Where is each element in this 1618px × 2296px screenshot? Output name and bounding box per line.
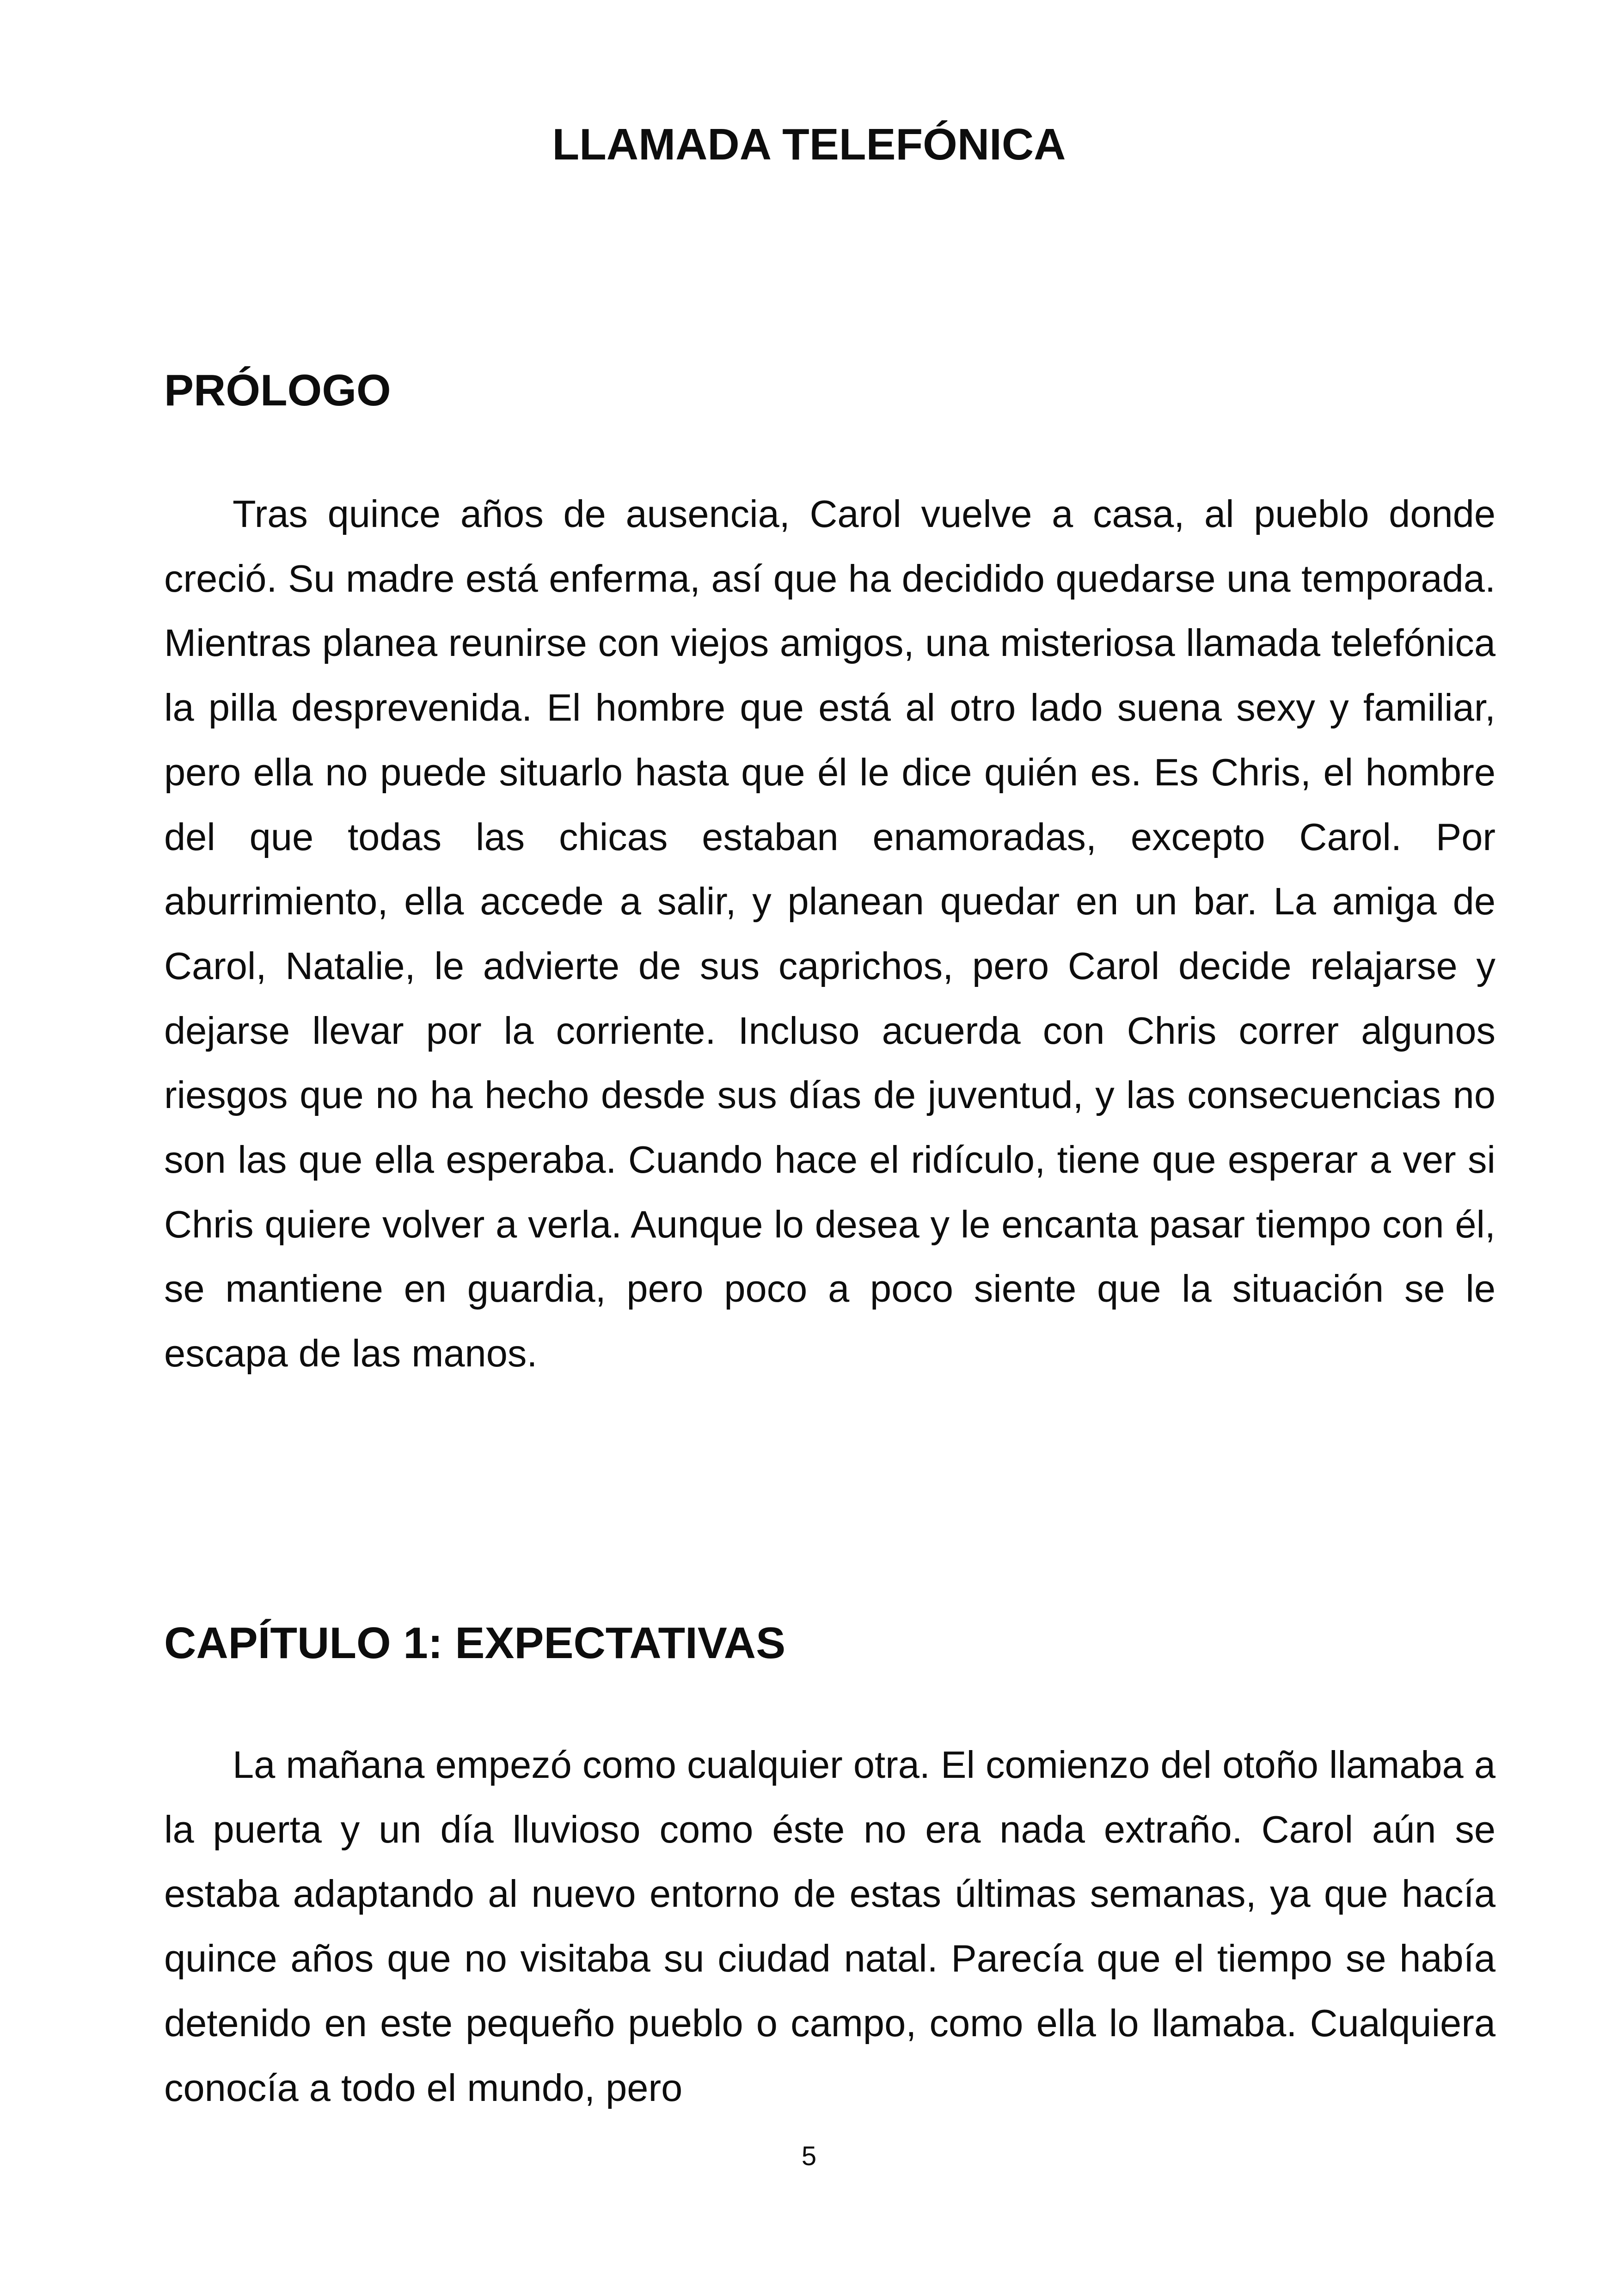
prologue-paragraph: Tras quince años de ausencia, Carol vuelve a casa, al pueblo donde creció. Su madre está enferma, así que ha decidido quedarse una temporada. Mientras planea reunirse con viejos amigos, una misteriosa llamada telefónica la pilla desprevenida. El hombre que está al otro lado suena sexy y familiar, pero ella no puede situarlo hasta que él le dice quién es. Es Chris, el hombre del que todas las chicas estaban enamoradas, excepto Carol. Por aburrimiento, ella accede a salir, y planean quedar en un bar. La amiga de Carol, Natalie, le advierte de sus caprichos, pero Carol decide relajarse y dejarse llevar por la corriente. Incluso acuerda con Chris correr algunos riesgos que no ha hecho desde sus días de juventud, y las consecuencias no son las que ella esperaba. Cuando hace el ridículo, tiene que esperar a ver si Chris quiere volver a verla. Aunque lo desea y le encanta pasar tiempo con él, se mantiene en guardia, pero poco a poco siente que la situación se le escapa de las manos. [164,492,1495,1375]
chapter-paragraph: La mañana empezó como cualquier otra. El comienzo del otoño llamaba a la puerta y un día lluvioso como éste no era nada extraño. Carol aún se estaba adaptando al nuevo entorno de estas últimas semanas, ya que hacía quince años que no visitaba su ciudad natal. Parecía que el tiempo se había detenido en este pequeño pueblo o campo, como ella lo llamaba. Cualquiera conocía a todo el mundo, pero [164,1743,1495,2109]
chapter-heading: CAPÍTULO 1: EXPECTATIVAS [164,1618,786,1668]
prologue-heading: PRÓLOGO [164,366,391,415]
page-number: 5 [801,2141,817,2171]
book-title: LLAMADA TELEFÓNICA [552,120,1066,169]
